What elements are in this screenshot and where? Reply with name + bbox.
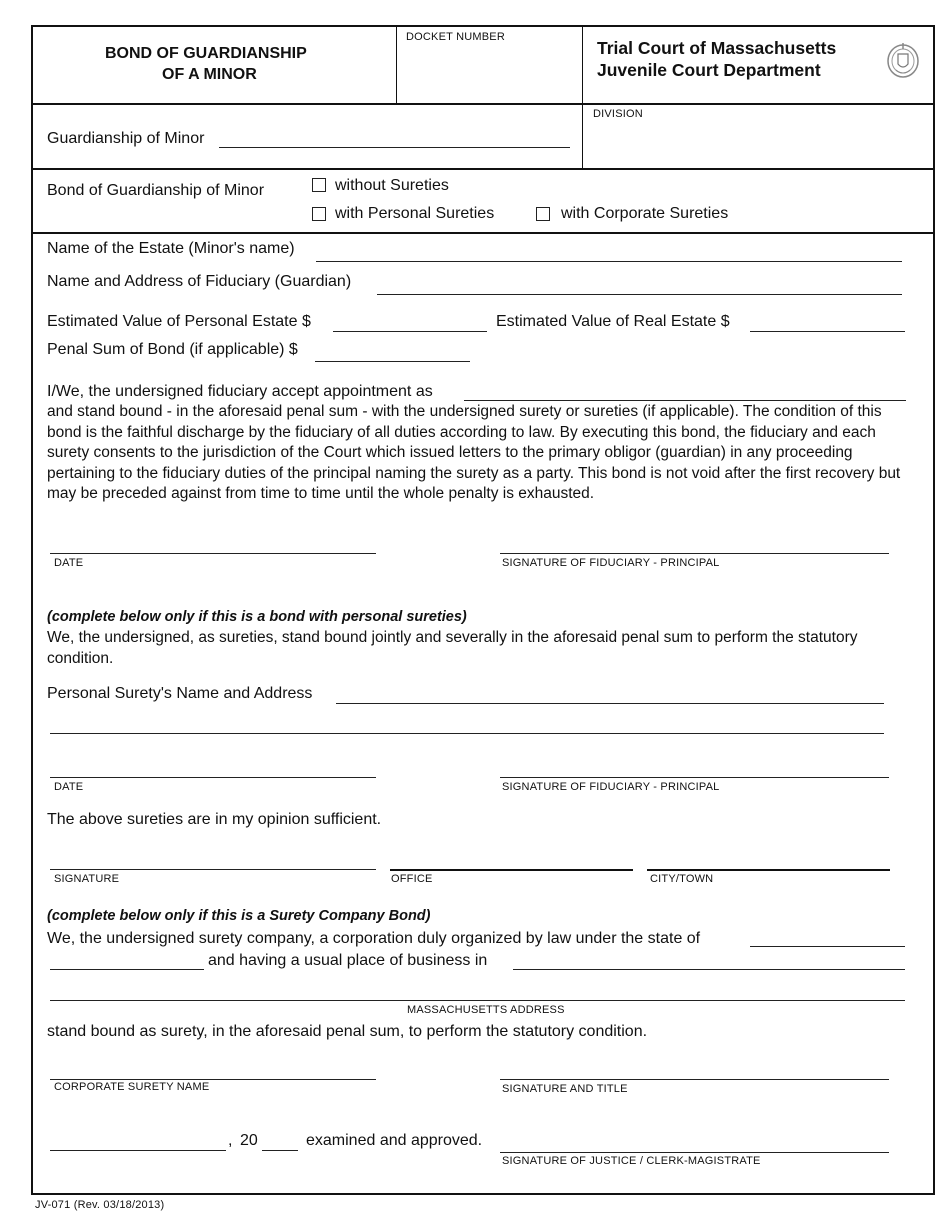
guardianship-of-minor-input[interactable] bbox=[219, 147, 570, 148]
form-title-line1: BOND OF GUARDIANSHIP bbox=[105, 45, 307, 62]
signature-label: SIGNATURE bbox=[54, 873, 120, 885]
approval-comma: , bbox=[228, 1132, 233, 1149]
guardianship-divider bbox=[31, 168, 935, 170]
corporate-business-place-input[interactable] bbox=[513, 969, 905, 970]
appointment-lead: I/We, the undersigned fiduciary accept appointment as bbox=[47, 383, 433, 400]
signature-and-title-label: SIGNATURE AND TITLE bbox=[502, 1083, 628, 1095]
office-line[interactable] bbox=[390, 869, 633, 871]
corporate-sureties-label: with Corporate Sureties bbox=[561, 205, 729, 222]
approval-year-input[interactable] bbox=[262, 1150, 298, 1151]
personal-sureties-checkbox[interactable] bbox=[312, 207, 326, 221]
city-town-label: CITY/TOWN bbox=[650, 873, 714, 885]
personal-sureties-body: We, the undersigned, as sureties, stand bound jointly and severally in the aforesaid penal sum to perform the statutory condition. bbox=[47, 629, 858, 667]
corporate-surety-name-line[interactable] bbox=[50, 1079, 376, 1080]
signature-line[interactable] bbox=[50, 869, 376, 870]
appointment-body: and stand bound - in the aforesaid penal sum - with the undersigned surety or sureties (if applicable). The condition of this bond is the faithful discharge by the fiduciary of all duties according to law. By executing this bond, the fiduciary and each surety consents to the jurisdiction of the Court which issued letters to the primary obligor (guardian) in any proceeding pertaining to the fiduciary duties of the principal naming the surety as a party. This bond is not void after the first recovery but may be preceded against from time to time until the whole penalty is exhausted. bbox=[47, 403, 901, 502]
corporate-state-input-cont[interactable] bbox=[50, 969, 204, 970]
fiduciary-signature-label-1: SIGNATURE OF FIDUCIARY - PRINCIPAL bbox=[502, 557, 720, 569]
guardianship-of-minor-label: Guardianship of Minor bbox=[47, 130, 205, 147]
fiduciary-signature-label-2: SIGNATURE OF FIDUCIARY - PRINCIPAL bbox=[502, 781, 720, 793]
fiduciary-signature-line-2[interactable] bbox=[500, 777, 889, 778]
personal-sureties-label: with Personal Sureties bbox=[335, 205, 495, 222]
docket-number-label: DOCKET NUMBER bbox=[406, 31, 505, 43]
court-name: Trial Court of Massachusetts bbox=[597, 38, 837, 58]
justice-signature-label: SIGNATURE OF JUSTICE / CLERK-MAGISTRATE bbox=[502, 1155, 761, 1167]
penal-sum-label: Penal Sum of Bond (if applicable) $ bbox=[47, 341, 298, 358]
corporate-sureties-checkbox[interactable] bbox=[536, 207, 550, 221]
stand-bound-text: stand bound as surety, in the aforesaid penal sum, to perform the statutory condition. bbox=[47, 1023, 648, 1040]
header-divider bbox=[31, 103, 935, 105]
date-line-1[interactable] bbox=[50, 553, 376, 554]
form-title-line2: OF A MINOR bbox=[162, 66, 257, 83]
date-line-2[interactable] bbox=[50, 777, 376, 778]
massachusetts-address-label: MASSACHUSETTS ADDRESS bbox=[407, 1004, 565, 1016]
form-id: JV-071 (Rev. 03/18/2013) bbox=[35, 1199, 165, 1211]
personal-surety-name-label: Personal Surety's Name and Address bbox=[47, 685, 313, 702]
corporate-surety-heading: (complete below only if this is a Surety Company Bond) bbox=[47, 908, 431, 924]
city-town-line[interactable] bbox=[647, 869, 890, 871]
corporate-state-input[interactable] bbox=[750, 946, 905, 947]
personal-sureties-heading: (complete below only if this is a bond with personal sureties) bbox=[47, 609, 467, 625]
penal-sum-input[interactable] bbox=[315, 361, 470, 362]
signature-and-title-line[interactable] bbox=[500, 1079, 889, 1080]
justice-signature-line[interactable] bbox=[500, 1152, 889, 1153]
personal-estate-input[interactable] bbox=[333, 331, 487, 332]
corporate-line-2: and having a usual place of business in bbox=[208, 952, 488, 969]
real-estate-input[interactable] bbox=[750, 331, 905, 332]
corporate-surety-name-label: CORPORATE SURETY NAME bbox=[54, 1081, 210, 1093]
massachusetts-seal-icon bbox=[884, 40, 922, 80]
sureties-opinion-text: The above sureties are in my opinion sufficient. bbox=[47, 811, 382, 828]
date-label-2: DATE bbox=[54, 781, 84, 793]
fiduciary-label: Name and Address of Fiduciary (Guardian) bbox=[47, 273, 352, 290]
estate-name-label: Name of the Estate (Minor's name) bbox=[47, 240, 295, 257]
without-sureties-checkbox[interactable] bbox=[312, 178, 326, 192]
personal-surety-address-input[interactable] bbox=[50, 733, 884, 734]
corporate-line-1: We, the undersigned surety company, a corporation duly organized by law under the state of bbox=[47, 930, 701, 947]
bond-type-divider bbox=[31, 232, 935, 234]
court-department: Juvenile Court Department bbox=[597, 60, 821, 80]
division-label: DIVISION bbox=[593, 108, 643, 120]
bond-type-label: Bond of Guardianship of Minor bbox=[47, 182, 265, 199]
division-field[interactable] bbox=[583, 122, 933, 166]
examined-approved-text: examined and approved. bbox=[306, 1132, 483, 1149]
personal-surety-name-input[interactable] bbox=[336, 703, 884, 704]
approval-date-input[interactable] bbox=[50, 1150, 226, 1151]
massachusetts-address-input[interactable] bbox=[50, 1000, 905, 1001]
appointment-input[interactable] bbox=[464, 400, 906, 401]
date-label-1: DATE bbox=[54, 557, 84, 569]
fiduciary-input[interactable] bbox=[377, 294, 902, 295]
fiduciary-signature-line-1[interactable] bbox=[500, 553, 889, 554]
estate-name-input[interactable] bbox=[316, 261, 902, 262]
real-estate-label: Estimated Value of Real Estate $ bbox=[496, 313, 730, 330]
approval-year-prefix: 20 bbox=[240, 1132, 258, 1149]
personal-estate-label: Estimated Value of Personal Estate $ bbox=[47, 313, 311, 330]
office-label: OFFICE bbox=[391, 873, 433, 885]
without-sureties-label: without Sureties bbox=[335, 177, 449, 194]
docket-number-field[interactable] bbox=[396, 45, 582, 101]
